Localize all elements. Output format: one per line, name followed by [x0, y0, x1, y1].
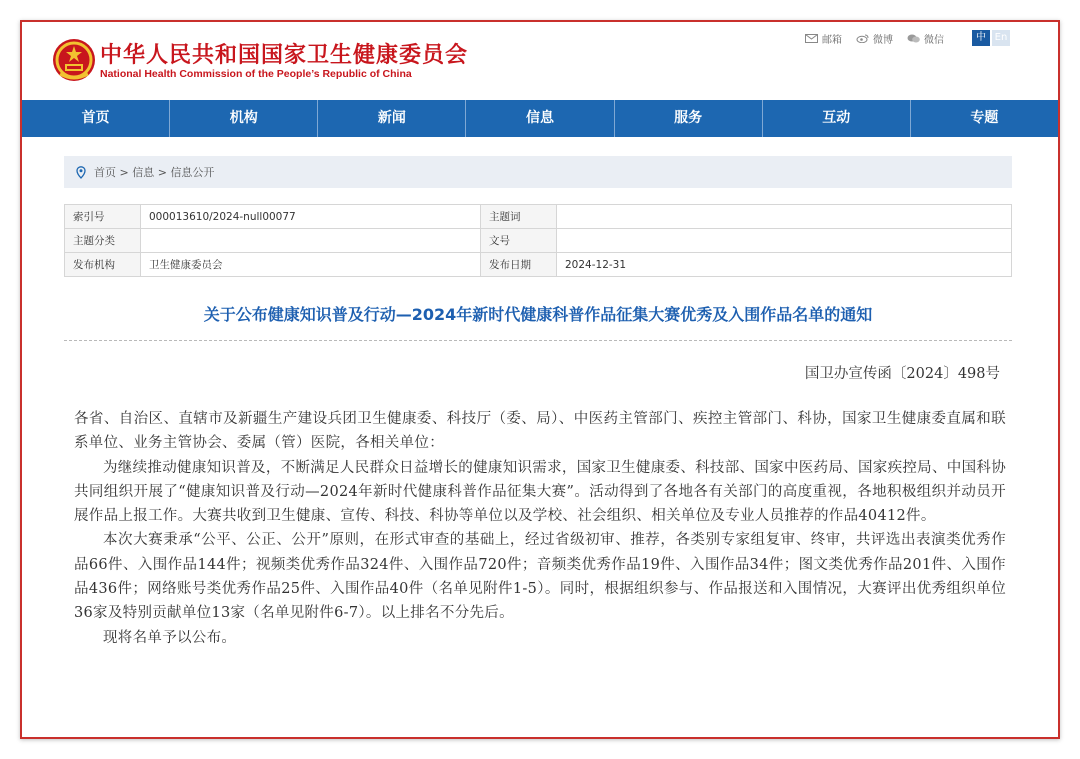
nav-home[interactable]: 首页 — [22, 100, 170, 137]
nav-interaction[interactable]: 互动 — [763, 100, 911, 137]
language-switch — [972, 30, 1010, 46]
date-value: 2024-12-31 — [557, 253, 1012, 277]
wechat-label: 微信 — [924, 34, 944, 46]
browser-frame — [20, 20, 1060, 739]
site-title: 中华人民共和国国家卫生健康委员会 — [100, 43, 469, 68]
site-subtitle: National Health Commission of the People’s Republic of China — [100, 68, 412, 80]
weibo-label: 微博 — [873, 34, 893, 46]
nav-topics[interactable]: 专题 — [970, 110, 999, 126]
salutation-paragraph: 各省、自治区、直辖市及新疆生产建设兵团卫生健康委、科技厅（委、局）、中医药主管部门、疾控主管部门、科协，国家卫生健康委直属和联系单位、业务主管协会、委属（管）医院，各相关单位： — [74, 411, 1006, 452]
national-emblem-icon — [52, 36, 96, 84]
breadcrumb — [64, 156, 1012, 188]
wechat-icon — [907, 34, 920, 43]
subject-value — [557, 205, 1012, 229]
body-paragraph: 为继续推动健康知识普及，不断满足人民群众日益增长的健康知识需求，国家卫生健康委、科技部、国家中医药局、国家疾控局、中国科协共同组织开展了“健康知识普及行动—2024年新时代健康科普作品征集大赛”。活动得到了各地各有关部门的高度重视，各地积极组织并动员开展作品上报工作。大赛共收到卫生健康、宣传、科技、科协等单位以及学校、社会组织、相关单位及专业人员推荐的作品40412件。 — [74, 459, 1006, 525]
weibo-icon — [856, 34, 869, 43]
index-label: 索引号 — [65, 205, 141, 229]
issuer-label: 发布机构 — [65, 253, 141, 277]
main-nav — [22, 100, 1058, 137]
lang-en-button[interactable]: En — [992, 30, 1010, 46]
category-value — [141, 229, 481, 253]
document-title: 关于公布健康知识普及行动—2024年新时代健康科普作品征集大赛优秀及入围作品名单的通知 — [203, 305, 873, 324]
nav-organization[interactable]: 机构 — [170, 100, 318, 137]
table-row — [65, 229, 1012, 253]
breadcrumb-separator: > — [154, 165, 171, 179]
breadcrumb-home[interactable]: 首页 — [94, 166, 116, 179]
issuer-value: 卫生健康委员会 — [141, 253, 481, 277]
mail-label: 邮箱 — [822, 34, 842, 46]
category-label: 主题分类 — [65, 229, 141, 253]
mail-icon — [805, 34, 818, 43]
body-paragraph: 现将名单予以公布。 — [103, 629, 237, 646]
breadcrumb-information[interactable]: 信息 — [132, 166, 155, 179]
document-meta-table — [64, 204, 1012, 277]
date-label: 发布日期 — [481, 253, 557, 277]
table-row — [65, 205, 1012, 229]
nav-services[interactable]: 服务 — [615, 100, 763, 137]
lang-zh-button[interactable]: 中 — [972, 30, 990, 46]
docno-label: 文号 — [481, 229, 557, 253]
nav-news[interactable]: 新闻 — [318, 100, 466, 137]
top-links — [805, 30, 1010, 46]
table-row — [65, 253, 1012, 277]
mail-link[interactable] — [805, 31, 842, 46]
document-body — [74, 407, 1006, 650]
title-divider — [64, 340, 1012, 341]
index-value: 000013610/2024-null00077 — [141, 205, 481, 229]
weibo-link[interactable] — [856, 31, 893, 46]
site-header — [22, 22, 1058, 100]
breadcrumb-info-disclosure[interactable]: 信息公开 — [170, 166, 215, 179]
breadcrumb-separator: > — [116, 165, 133, 179]
wechat-link[interactable] — [907, 31, 944, 46]
nav-information[interactable]: 信息 — [466, 100, 614, 137]
document-number: 国卫办宣传函〔2024〕498号 — [804, 366, 1000, 382]
body-paragraph: 本次大赛秉承“公平、公正、公开”原则，在形式审查的基础上，经过省级初审、推荐，各类别专家组复审、终审，共评选出表演类优秀作品66件、入围作品144件；视频类优秀作品324件、入围作品720件；音频类优秀作品19件、入围作品34件；图文类优秀作品201件、入围作品436件；网络账号类优秀作品25件、入围作品40件（名单见附件1-5）。同时，根据组织参与、作品报送和入围情况，大赛评出优秀组织单位36家及特别贡献单位13家（名单见附件6-7）。以上排名不分先后。 — [74, 532, 1006, 622]
docno-value — [557, 229, 1012, 253]
subject-label: 主题词 — [481, 205, 557, 229]
location-pin-icon — [76, 166, 86, 179]
